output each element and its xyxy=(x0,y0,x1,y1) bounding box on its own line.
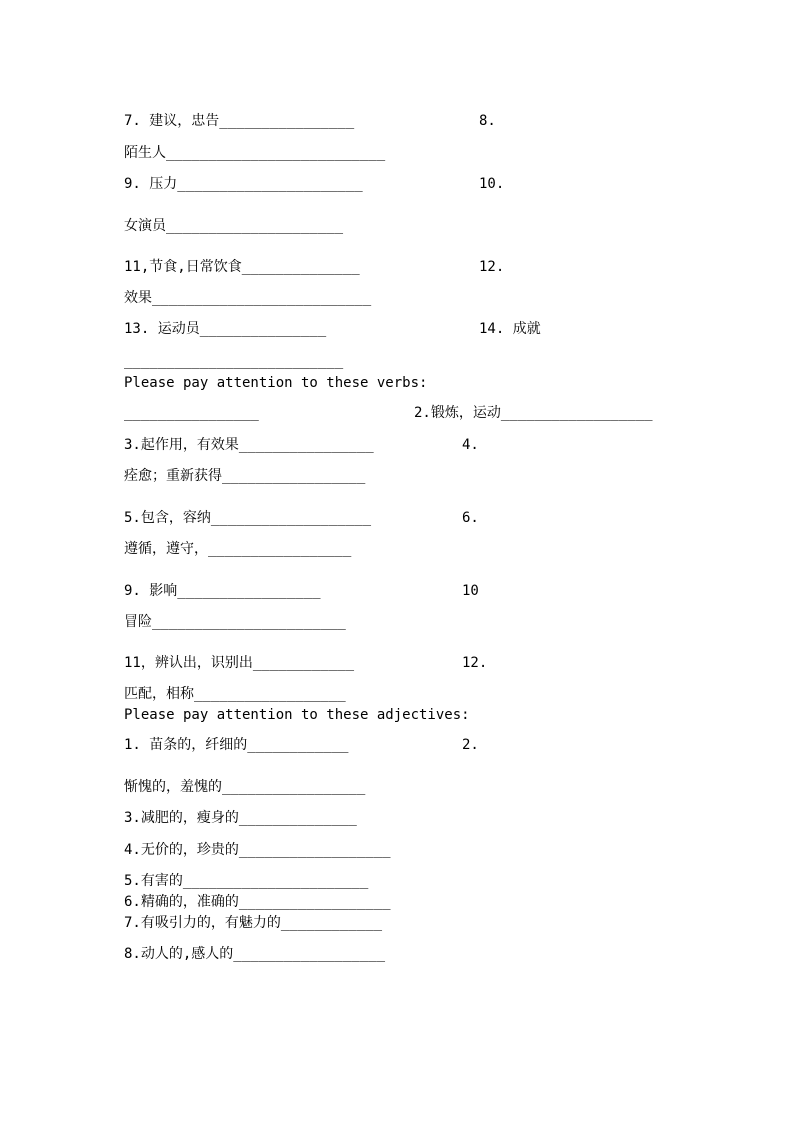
text-line: 痊愈；重新获得_________________ xyxy=(124,468,366,484)
text-line: 4. xyxy=(462,437,479,453)
text-line: 女演员_____________________ xyxy=(124,218,344,234)
text-line: 冒险_______________________ xyxy=(124,614,346,630)
text-line: 匹配，相称__________________ xyxy=(124,686,346,702)
text-line: 9. 影响_________________ xyxy=(124,583,321,599)
text-line: 7. 建议，忠告________________ xyxy=(124,113,355,129)
text-line: 8. xyxy=(479,113,496,129)
text-line: 12. xyxy=(462,655,488,671)
text-line: 10. xyxy=(479,176,505,192)
text-line: 14. 成就 xyxy=(479,321,541,337)
text-line: 陌生人__________________________ xyxy=(124,145,386,161)
text-line: 3.起作用，有效果________________ xyxy=(124,437,374,453)
text-line: 4.无价的，珍贵的__________________ xyxy=(124,842,391,858)
text-line: 2. xyxy=(462,737,479,753)
text-line: 10 xyxy=(462,583,479,599)
text-line: 9. 压力______________________ xyxy=(124,176,363,192)
text-line: 6.精确的，准确的__________________ xyxy=(124,894,391,910)
text-line: 6. xyxy=(462,510,479,526)
text-line: 7.有吸引力的，有魅力的____________ xyxy=(124,915,383,931)
text-line: 5.包含，容纳___________________ xyxy=(124,510,372,526)
section-heading: Please pay attention to these adjectives: xyxy=(124,707,470,723)
text-line: ________________ xyxy=(124,405,259,421)
text-line: 5.有害的______________________ xyxy=(124,873,369,889)
section-heading: Please pay attention to these verbs: xyxy=(124,375,428,391)
text-line: __________________________ xyxy=(124,353,344,369)
text-line: 11,节食,日常饮食______________ xyxy=(124,259,360,275)
text-line: 效果__________________________ xyxy=(124,290,372,306)
text-line: 12. xyxy=(479,259,505,275)
text-line: 13. 运动员_______________ xyxy=(124,321,327,337)
text-line: 遵循，遵守，_________________ xyxy=(124,541,352,557)
text-line: 惭愧的，羞愧的_________________ xyxy=(124,779,366,795)
text-line: 8.动人的,感人的__________________ xyxy=(124,946,386,962)
text-line: 3.减肥的，瘦身的______________ xyxy=(124,810,357,826)
text-line: 1. 苗条的，纤细的____________ xyxy=(124,737,349,753)
text-line: 11，辨认出，识别出____________ xyxy=(124,655,355,671)
text-line: 2.锻炼，运动__________________ xyxy=(414,405,653,421)
